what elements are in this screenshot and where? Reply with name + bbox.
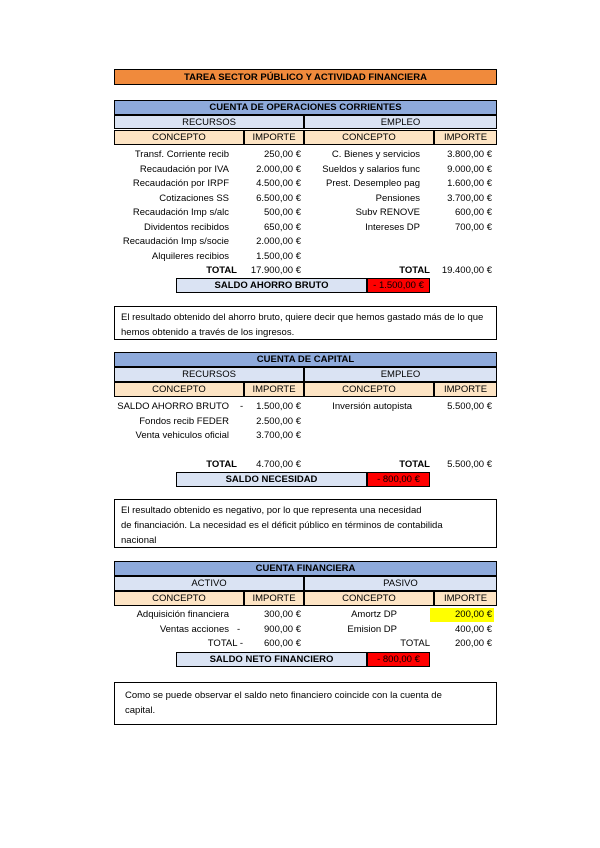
corrientes-title: CUENTA DE OPERACIONES CORRIENTES: [114, 100, 497, 115]
corrientes-empleo-row-concepto: Subv RENOVE: [355, 207, 420, 218]
capital-note: [114, 499, 497, 548]
corrientes-recurso-row-importe: 1.500,00 €: [256, 250, 301, 262]
financiera-total-pasivo: 200,00 €: [455, 638, 492, 649]
capital-empleo-header: EMPLEO: [304, 367, 497, 382]
corrientes-total-label: TOTAL: [206, 265, 237, 276]
saldo-neto-financiero-label: SALDO NETO FINANCIERO: [176, 652, 367, 667]
capital-total-label-2: TOTAL: [399, 459, 430, 470]
financiera-note-line-2: capital.: [125, 705, 156, 716]
corrientes-empleo-row-importe: 3.700,00 €: [447, 192, 492, 204]
page-title: TAREA SECTOR PÚBLICO Y ACTIVIDAD FINANCIERA: [114, 69, 497, 85]
capital-total-label: TOTAL: [206, 459, 237, 470]
corrientes-total-empleo: 19.400,00 €: [441, 265, 492, 276]
financiera-pasivo-row-concepto: Amortz DP: [351, 609, 397, 620]
financiera-activo-row-negative-sign: -: [237, 624, 241, 635]
corrientes-empleo-row-concepto: C. Bienes y servicios: [331, 149, 420, 160]
financiera-concepto-header: CONCEPTO: [114, 591, 244, 606]
financiera-concepto-header-2: CONCEPTO: [304, 591, 434, 606]
financiera-pasivo-header: PASIVO: [304, 576, 497, 591]
financiera-importe-header-2: IMPORTE: [434, 591, 497, 606]
corrientes-recurso-row-concepto: Recaudación Imp s/socie: [122, 236, 229, 247]
capital-concepto-header-2: CONCEPTO: [304, 382, 434, 397]
saldo-neto-financiero-value: - 800,00 €: [367, 652, 430, 667]
corrientes-empleo-row-importe: 700,00 €: [455, 221, 492, 233]
corrientes-recurso-row-importe: 250,00 €: [264, 149, 301, 160]
corrientes-recurso-row-concepto: Alquileres recibios: [151, 250, 229, 262]
capital-recurso-row-concepto: Fondos recib FEDER: [139, 415, 229, 427]
capital-recurso-row-importe: 1.500,00 €: [256, 401, 301, 412]
financiera-activo-row-importe: 900,00 €: [264, 624, 301, 635]
financiera-note: [114, 682, 497, 725]
capital-empleo-row-concepto: Inversión autopista: [332, 401, 412, 412]
capital-recurso-row-negative-sign: -: [240, 401, 244, 412]
corrientes-empleo-row-importe: 1.600,00 €: [447, 178, 492, 189]
capital-total-empleo: 5.500,00 €: [447, 459, 492, 470]
corrientes-importe-header: IMPORTE: [244, 130, 304, 145]
corrientes-recurso-row-concepto: Recaudación por IRPF: [132, 178, 229, 189]
saldo-necesidad-value: - 800,00 €: [367, 472, 430, 487]
capital-recurso-row-concepto: SALDO AHORRO BRUTO: [117, 401, 229, 412]
corrientes-recurso-row-concepto: Recaudación Imp s/alc: [132, 207, 229, 218]
corrientes-empleo-row-concepto: Intereses DP: [365, 221, 420, 233]
corrientes-recurso-row-importe: 2.000,00 €: [256, 236, 301, 247]
financiera-pasivo-row-concepto: Emision DP: [347, 624, 397, 635]
corrientes-recurso-row-importe: 500,00 €: [264, 207, 301, 218]
capital-total-recursos: 4.700,00 €: [256, 459, 301, 470]
financiera-pasivo-row-importe: 400,00 €: [455, 624, 492, 635]
corrientes-empleo-row-concepto: Sueldos y salarios func: [322, 163, 420, 175]
corrientes-recurso-row-concepto: Cotizaciones SS: [159, 192, 229, 204]
capital-recurso-row-importe: 3.700,00 €: [256, 430, 301, 441]
corrientes-total-recursos: 17.900,00 €: [250, 265, 301, 276]
saldo-ahorro-bruto-value: - 1.500,00 €: [367, 278, 430, 293]
financiera-total-label: TOTAL -: [207, 638, 243, 649]
corrientes-concepto-header: CONCEPTO: [114, 130, 244, 145]
financiera-importe-header: IMPORTE: [244, 591, 304, 606]
capital-recurso-row-concepto: Venta vehiculos oficial: [135, 430, 229, 441]
financiera-total-label-2: TOTAL: [400, 638, 430, 649]
capital-note-line-1: El resultado obtenido es negativo, por lo que representa una necesidad: [121, 505, 422, 516]
corrientes-note: El resultado obtenido del ahorro bruto, quiere decir que hemos gastado más de lo que hemos obtenido a través de los ingresos.: [114, 306, 497, 340]
corrientes-recurso-row-importe: 4.500,00 €: [256, 178, 301, 189]
financiera-total-activo: 600,00 €: [264, 638, 301, 649]
financiera-note-line-1: Como se puede observar el saldo neto financiero coincide con la cuenta de: [125, 690, 442, 701]
financiera-activo-row-concepto: Adquisición financiera: [136, 609, 229, 620]
corrientes-recursos-header: RECURSOS: [114, 115, 304, 129]
capital-title: CUENTA DE CAPITAL: [114, 352, 497, 367]
corrientes-recurso-row-concepto: Dividentos recibidos: [143, 221, 229, 233]
capital-note-line-2: de financiación. La necesidad es el déficit público en términos de contabilida: [121, 520, 443, 531]
capital-importe-header: IMPORTE: [244, 382, 304, 397]
corrientes-recurso-row-importe: 6.500,00 €: [256, 192, 301, 204]
financiera-activo-row-concepto: Ventas acciones: [159, 624, 229, 635]
capital-empleo-row-importe: 5.500,00 €: [447, 401, 492, 412]
capital-recurso-row-importe: 2.500,00 €: [256, 415, 301, 427]
corrientes-empleo-header: EMPLEO: [304, 115, 497, 129]
saldo-ahorro-bruto-label: SALDO AHORRO BRUTO: [176, 278, 367, 293]
corrientes-empleo-row-concepto: Prest. Desempleo pag: [326, 178, 420, 189]
capital-importe-header-2: IMPORTE: [434, 382, 497, 397]
corrientes-concepto-header-2: CONCEPTO: [304, 130, 434, 145]
corrientes-importe-header-2: IMPORTE: [434, 130, 497, 145]
financiera-activo-row-importe: 300,00 €: [264, 609, 301, 620]
saldo-necesidad-label: SALDO NECESIDAD: [176, 472, 367, 487]
corrientes-recurso-row-importe: 650,00 €: [264, 221, 301, 233]
capital-note-line-3: nacional: [121, 535, 157, 546]
corrientes-empleo-row-importe: 600,00 €: [455, 207, 492, 218]
corrientes-recurso-row-importe: 2.000,00 €: [256, 163, 301, 175]
capital-recursos-header: RECURSOS: [114, 367, 304, 382]
financiera-pasivo-row-importe: 200,00 €: [432, 608, 492, 622]
financiera-activo-header: ACTIVO: [114, 576, 304, 591]
corrientes-recurso-row-concepto: Recaudación por IVA: [139, 163, 229, 175]
corrientes-total-label-2: TOTAL: [399, 265, 430, 276]
corrientes-empleo-row-concepto: Pensiones: [375, 192, 420, 204]
capital-concepto-header: CONCEPTO: [114, 382, 244, 397]
corrientes-empleo-row-importe: 3.800,00 €: [447, 149, 492, 160]
financiera-title: CUENTA FINANCIERA: [114, 561, 497, 576]
corrientes-empleo-row-importe: 9.000,00 €: [447, 163, 492, 175]
corrientes-recurso-row-concepto: Transf. Corriente recib: [134, 149, 229, 160]
